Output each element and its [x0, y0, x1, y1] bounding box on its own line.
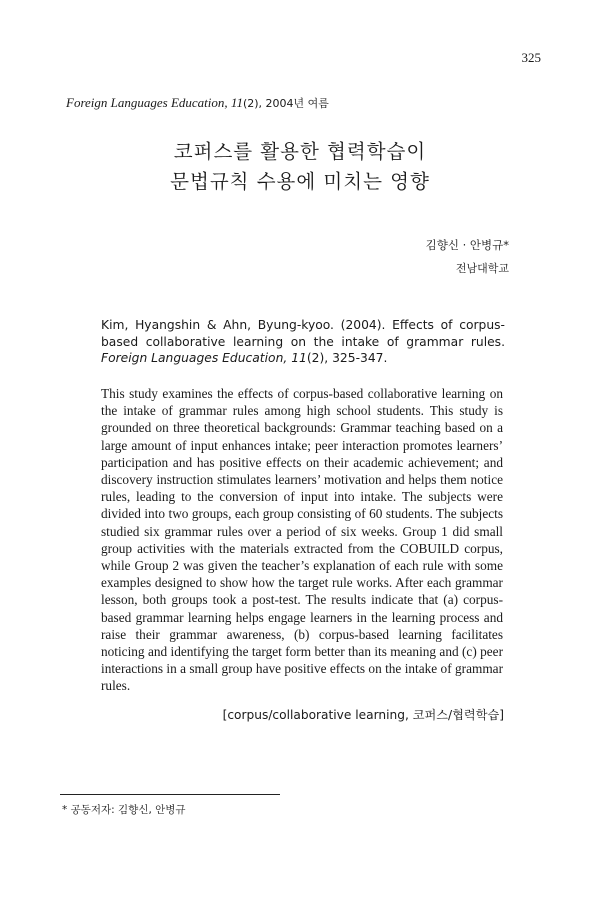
footnote: * 공동저자: 김향신, 안병규 [62, 804, 186, 816]
title-line-1: 코퍼스를 활용한 협력학습이 [173, 140, 427, 163]
author-names: 김향신 · 안병규* [425, 238, 509, 252]
journal-volume: 11 [230, 95, 243, 110]
citation-pages: (2), 325-347. [306, 351, 388, 365]
journal-header [66, 95, 329, 111]
citation-reference: Kim, Hyangshin & Ahn, Byung-kyoo. (2004). Effects of corpus-based collaborative learning on the intake of grammar rules. [101, 318, 505, 349]
citation-volume: 11 [291, 351, 307, 365]
title-line-2: 문법규칙 수용에 미치는 영향 [170, 170, 430, 193]
page-number: 325 [521, 50, 541, 65]
abstract-body: This study examines the effects of corpus-based collaborative learning on the intake of grammar rules among high school students. This study is grounded on three theoretical backgrounds: Grammar teaching based on a large amount of input enhances intake; peer interaction promotes learners’ participation and has positive effects on their academic achievement; and discovery instruction stimulates learners’ motivation and helps them notice rules, leading to the conversion of input into intake. The subjects were divided into two groups, each group consisting of 60 students. The subjects studied six grammar rules over a period of six weeks. Group 1 did small group activities with the materials extracted from the COBUILD corpus, while Group 2 was given the teacher’s explanation of each rule with some examples designed to show how the target rule works. After each grammar lesson, both groups took a post-test. The results indicate that (a) corpus-based grammar learning helps engage learners in the learning process and raise their grammar awareness, (b) corpus-based learning facilitates noticing and identifying the target form better than its meaning and (c) peer interactions in a small group have positive effects on the intake of grammar rules. [101, 386, 503, 694]
footnote-divider [60, 794, 280, 795]
keywords: [corpus/collaborative learning, 코퍼스/협력학습] [222, 708, 504, 722]
citation-journal: Foreign Languages Education, [101, 351, 288, 365]
journal-issue: (2), 2004년 여름 [242, 97, 329, 110]
citation [101, 317, 505, 367]
journal-name: Foreign Languages Education, [66, 95, 228, 110]
article-title [0, 137, 600, 197]
author-affiliation: 전남대학교 [455, 262, 509, 275]
